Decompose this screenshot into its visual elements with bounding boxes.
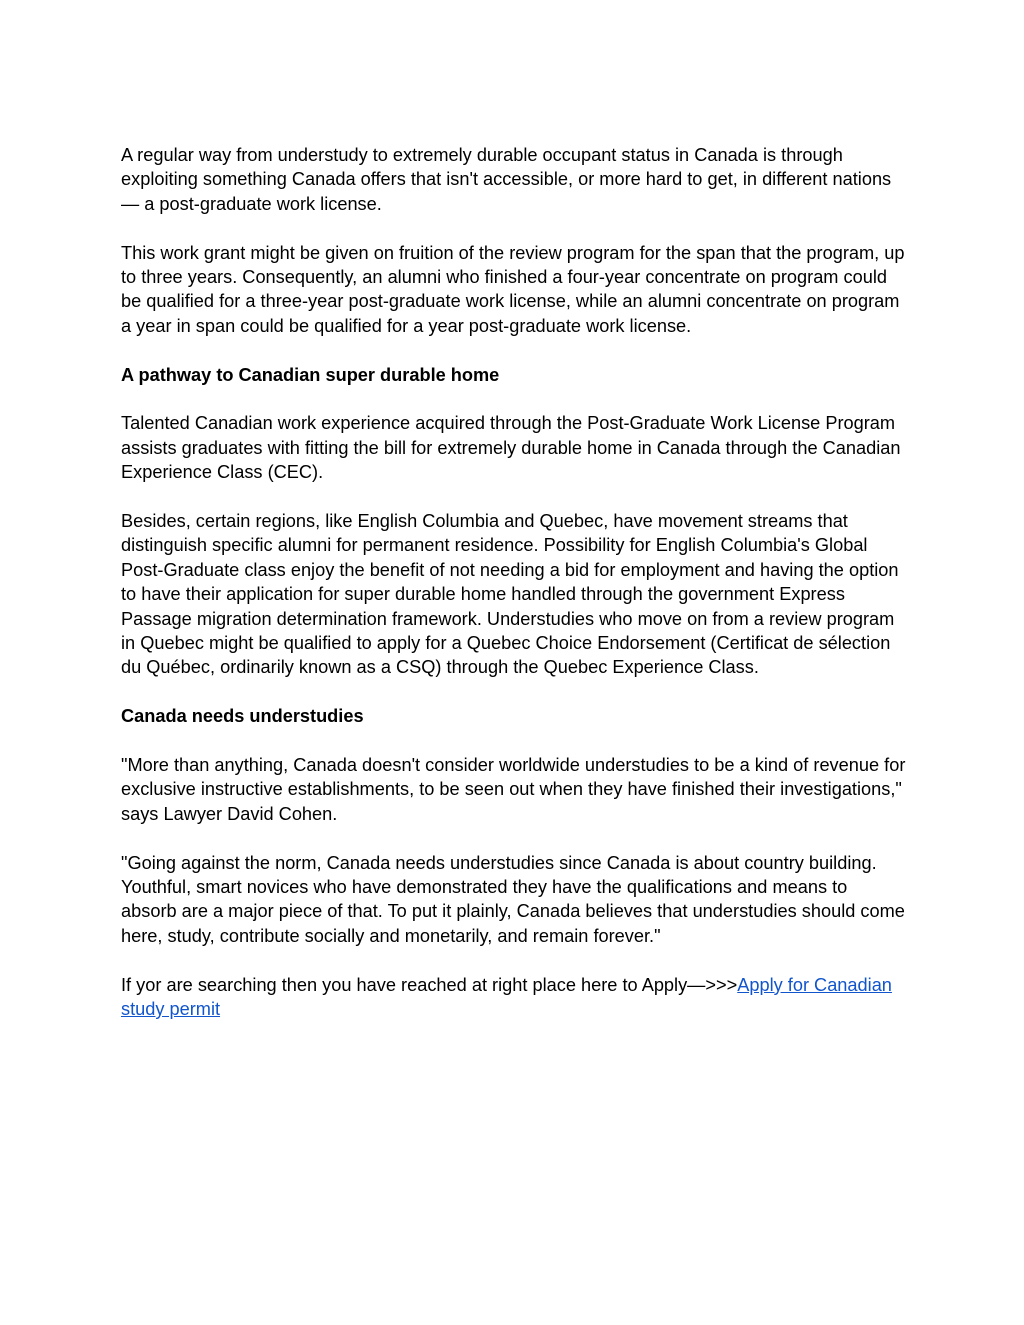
paragraph-quote-nation: "Going against the norm, Canada needs understudies since Canada is about country building. Youthful, smart novices who have demonstrated they have the qualifications and means to absorb are a major piece of that. To put it plainly, Canada believes that understudies should come here, study, contribute socially and monetarily, and remain forever." bbox=[121, 852, 905, 946]
paragraph-apply bbox=[121, 973, 907, 1022]
paragraph-regions: Besides, certain regions, like English Columbia and Quebec, have movement streams that distinguish specific alumni for permanent residence. Possibility for English Columbia's Global Post-Graduate class enjoy the benefit of not needing a bid for employment and having the option to have their application for super durable home handled through the government Express Passage migration determination framework. Understudies who move on from a review program in Quebec might be qualified to apply for a Quebec Choice Endorsement (Certificat de sélection du Québec, ordinarily known as a CSQ) through the Quebec Experience Class. bbox=[121, 511, 899, 678]
paragraph-quote-cohen: "More than anything, Canada doesn't consider worldwide understudies to be a kind of revenue for exclusive instructive establishments, to be seen out when they have finished their investigations," says Lawyer David Cohen. bbox=[121, 755, 906, 824]
apply-text: If yor are searching then you have reached at right place here to Apply—>>> bbox=[121, 974, 738, 995]
paragraph-work-grant: This work grant might be given on fruition of the review program for the span that the program, up to three years. Consequently, an alumni who finished a four-year concentrate on program could be qualified for a three-year post-graduate work license, while an alumni concentrate on program a year in span could be qualified for a year post-graduate work license. bbox=[121, 242, 905, 336]
apply-study-permit-link[interactable]: Apply for Canadian study permit bbox=[121, 974, 892, 1020]
heading-pathway: A pathway to Canadian super durable home bbox=[121, 364, 500, 385]
paragraph-intro: A regular way from understudy to extremely durable occupant status in Canada is through exploiting something Canada offers that isn't accessible, or more hard to get, in different nations — a post-graduate work license. bbox=[121, 145, 892, 214]
document-page bbox=[121, 143, 907, 1046]
paragraph-cec: Talented Canadian work experience acquired through the Post-Graduate Work License Program assists graduates with fitting the bill for extremely durable home in Canada through the Canadian Experience Class (CEC). bbox=[121, 413, 901, 483]
heading-canada-needs: Canada needs understudies bbox=[121, 706, 364, 727]
